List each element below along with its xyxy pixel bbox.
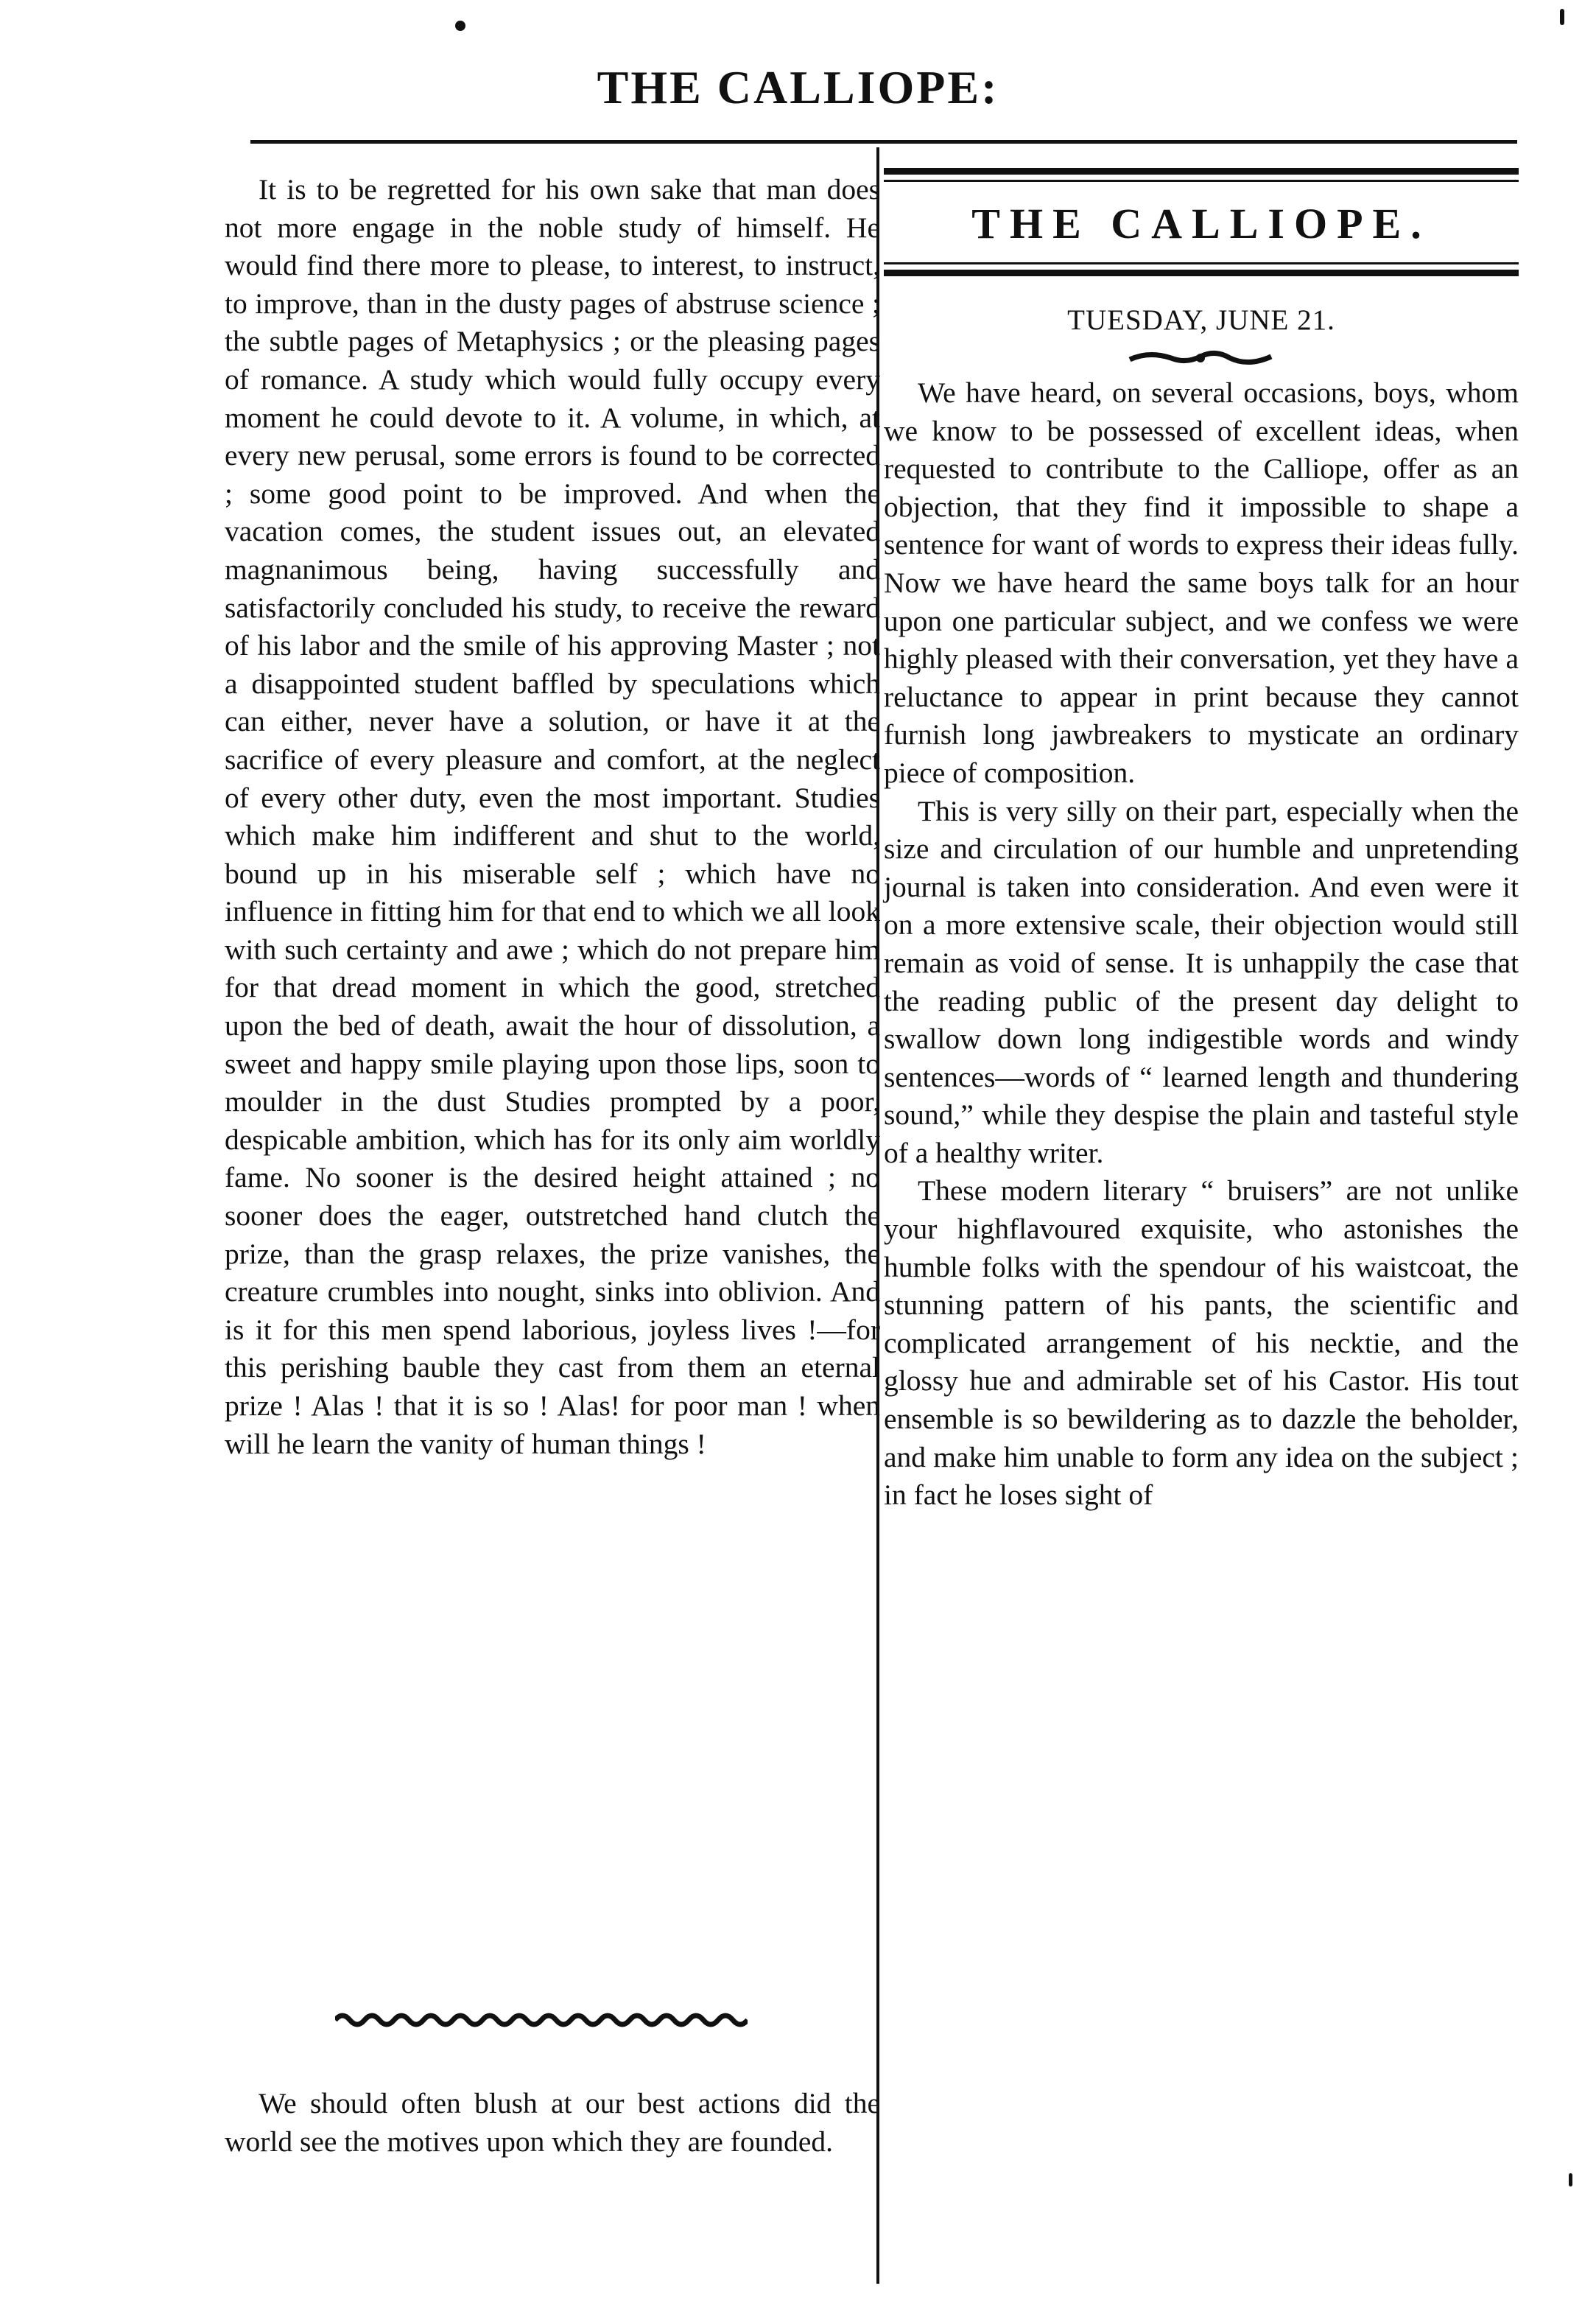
right-column xyxy=(884,374,1519,1515)
ink-speck xyxy=(455,21,465,31)
masthead-rule-bottom xyxy=(884,270,1519,276)
masthead-rule-top-thin xyxy=(884,180,1519,182)
editorial-paragraph: This is very silly on their part, especially when the size and circulation of our humble and unpretending journal is taken into consideration. And even were it on a more extensive scale, their objection would still remain as void of sense. It is unhappily the case that the reading public of the present day delight to swallow down long indigestible words and windy sentences—words of “ learned length and thundering sound,” while they despise the plain and tasteful style of a healthy writer. xyxy=(884,794,1519,1169)
ink-speck xyxy=(1569,2173,1572,2186)
issue-date: TUESDAY, JUNE 21. xyxy=(1067,304,1335,336)
wavy-divider xyxy=(335,2011,748,2029)
article-paragraph: It is to be regretted for his own sake that man does not more engage in the noble study of himself. He would find there more to please, to interest, to instruct, to improve, than in the dusty pages of abstruse science ; the subtle pages of Metaphysics ; or the pleasing pages of romance. A study which would fully occupy every moment he could devote to it. A volume, in which, at every new perusal, some errors is found to be corrected ; some good point to be improved. And when the vacation comes, the student issues out, an elevated magnanimous being, having successfully and satisfactorily concluded his study, to receive the reward of his labor and the smile of his approving Master ; not a disappointed student baffled by speculations which can either, never have a solution, or have it at the sacrifice of every pleasure and comfort, at the neglect of every other duty, even the most important. Studies which make him indifferent and shut to the world, bound up in his miserable self ; which have no influence in fitting him for that end to which we all look with such certainty and awe ; which do not prepare him for that dread moment in which the good, stretched upon the bed of death, await the hour of dissolution, a sweet and happy smile playing upon those lips, soon to moulder in the dust Studies prompted by a poor, despicable ambition, which has for its only aim worldly fame. No sooner is the desired height attained ; no sooner does the eager, outstretched hand clutch the prize, than the grasp relaxes, the prize vanishes, the creature crumbles into nought, sinks into oblivion. And is it for this men spend laborious, joyless lives !—for this perishing bauble they cast from them an eternal prize ! Alas ! that it is so ! Alas! for poor man ! when will he learn the vanity of human things ! xyxy=(225,173,880,1460)
masthead-title: THE CALLIOPE. xyxy=(971,200,1431,248)
left-column xyxy=(225,171,880,1463)
maxim-paragraph: We should often blush at our best actions did the world see the motives upon which they are founded. xyxy=(225,2087,880,2158)
header-rule xyxy=(250,140,1517,144)
editorial-paragraph: We have heard, on several occasions, boys, whom we know to be possessed of excellent ideas, when requested to contribute to the Calliope, offer as an objection, that they find it impossible to shape a sentence for want of words to express their ideas fully. Now we have heard the same boys talk for an hour upon one particular subject, and we confess we were highly pleased with their conversation, yet they have a reluctance to appear in print because they cannot furnish long jawbreakers to mysticate an ordinary piece of composition. xyxy=(884,376,1519,789)
masthead-rule-bottom-thin xyxy=(884,262,1519,264)
masthead-rule-top xyxy=(884,168,1519,175)
ornament-flourish xyxy=(1127,346,1274,370)
running-head: THE CALLIOPE: xyxy=(597,61,999,113)
maxim-block xyxy=(225,2085,880,2161)
editorial-paragraph: These modern literary “ bruisers” are not unlike your highflavoured exquisite, who astonishes the humble folks with the spendour of his waistcoat, the stunning pattern of his pants, the scientific and complicated arrangement of his necktie, and the glossy hue and admirable set of his Castor. His tout ensemble is so bewildering as to dazzle the beholder, and make him unable to form any idea on the subject ; in fact he loses sight of xyxy=(884,1174,1519,1512)
ink-speck xyxy=(1560,9,1564,25)
